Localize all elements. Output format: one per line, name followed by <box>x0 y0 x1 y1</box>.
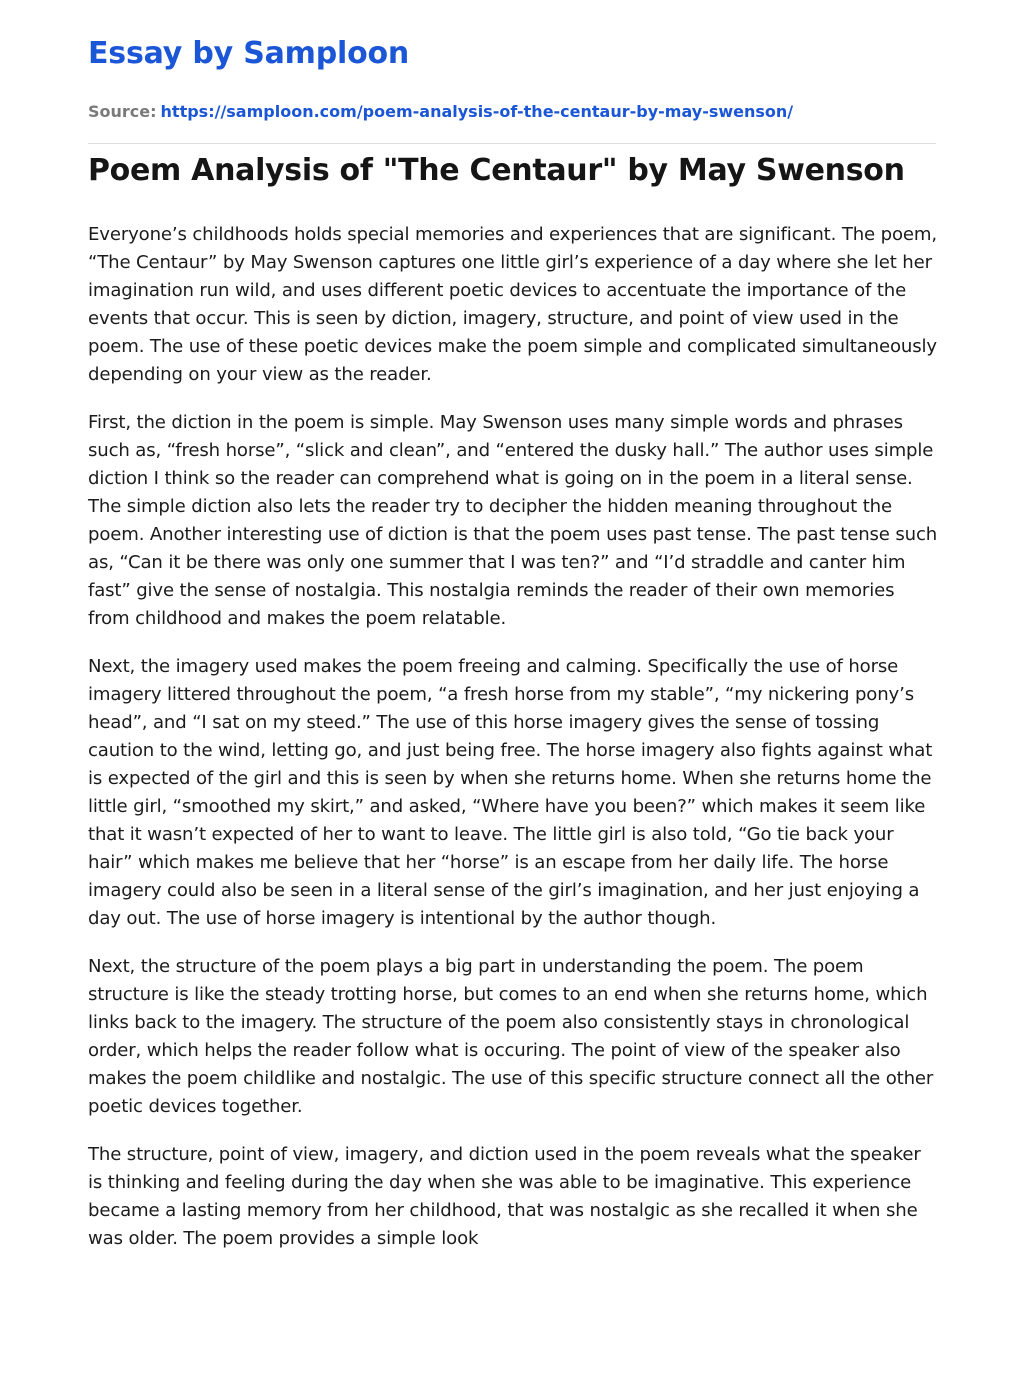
paragraph: The structure, point of view, imagery, and diction used in the poem reveals what the speaker is thinking and feeling during the day when she was able to be imaginative. This experience became a lasting memory from her childhood, that was nostalgic as she recalled it when she was older. The poem provides a simple look <box>88 1144 921 1249</box>
paragraph: Next, the imagery used makes the poem freeing and calming. Specifically the use of horse imagery littered throughout the poem, “a fresh horse from my stable”, “my nickering pony’s head”, and “I sat on my steed.” The use of this horse imagery gives the sense of tossing caution to the wind, letting go, and just being free. The horse imagery also fights against what is expected of the girl and this is seen by when she returns home. When she returns home the little girl, “smoothed my skirt,” and asked, “Where have you been?” which makes it seem like that it wasn’t expected of her to want to leave. The little girl is also told, “Go tie back your hair” which makes me believe that her “horse” is an escape from her daily life. The horse imagery could also be seen in a literal sense of the girl’s imagination, and her just enjoying a day out. The use of horse imagery is intentional by the author though. <box>88 656 933 929</box>
site-brand-title[interactable]: Essay by Samploon <box>88 36 410 71</box>
source-label: Source: <box>88 102 157 121</box>
source-link[interactable]: https://samploon.com/poem-analysis-of-the-centaur-by-may-swenson/ <box>160 102 794 121</box>
essay-title: Poem Analysis of "The Centaur" by May Swenson <box>88 153 905 188</box>
paragraph: Everyone’s childhoods holds special memories and experiences that are significant. The poem, “The Centaur” by May Swenson captures one little girl’s experience of a day where she let her imagination run wild, and uses different poetic devices to accentuate the importance of the events that occur. This is seen by diction, imagery, structure, and point of view used in the poem. The use of these poetic devices make the poem simple and complicated simultaneously depending on your view as the reader. <box>88 224 937 385</box>
source-line <box>88 102 793 121</box>
essay-body <box>88 221 938 1273</box>
paragraph: First, the diction in the poem is simple. May Swenson uses many simple words and phrases such as, “fresh horse”, “slick and clean”, and “entered the dusky hall.” The author uses simple diction I think so the reader can comprehend what is going on in the poem in a literal sense. The simple diction also lets the reader try to decipher the hidden meaning throughout the poem. Another interesting use of diction is that the poem uses past tense. The past tense such as, “Can it be there was only one summer that I was ten?” and “I’d straddle and canter him fast” give the sense of nostalgia. This nostalgia reminds the reader of their own memories from childhood and makes the poem relatable. <box>88 412 938 629</box>
header-divider <box>88 143 936 144</box>
paragraph: Next, the structure of the poem plays a big part in understanding the poem. The poem structure is like the steady trotting horse, but comes to an end when she returns home, which links back to the imagery. The structure of the poem also consistently stays in chronological order, which helps the reader follow what is occuring. The point of view of the speaker also makes the poem childlike and nostalgic. The use of this specific structure connect all the other poetic devices together. <box>88 956 934 1117</box>
